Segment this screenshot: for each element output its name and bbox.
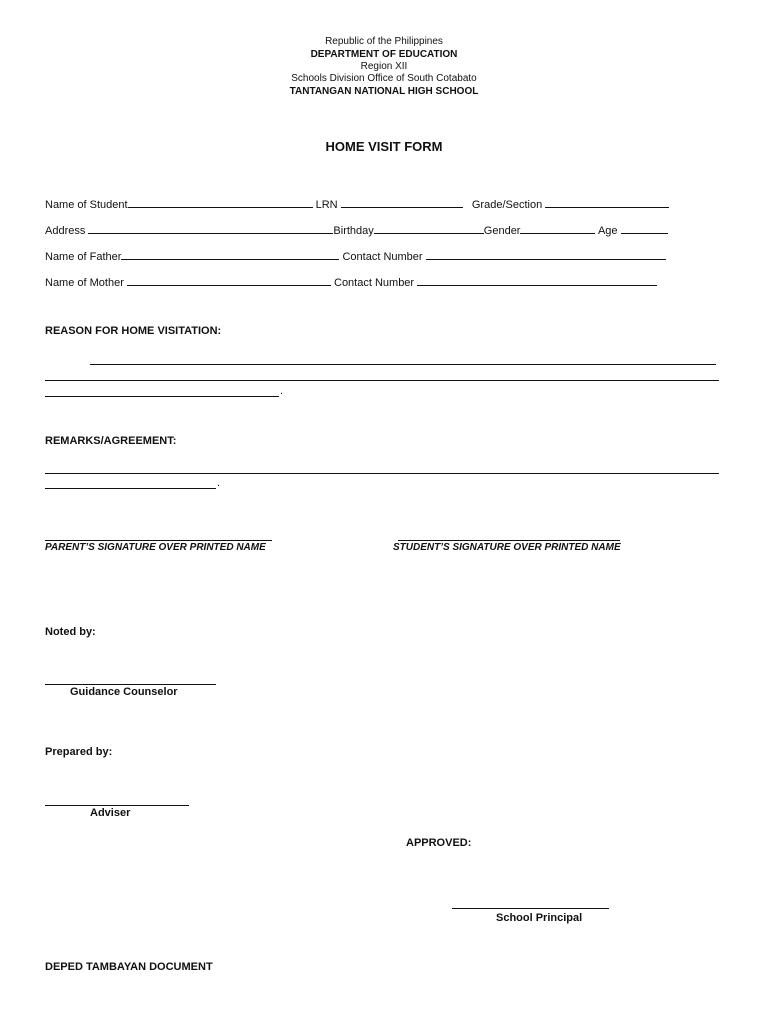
school-principal-label: School Principal xyxy=(496,912,583,924)
approved-label: APPROVED: xyxy=(406,837,472,849)
father-row xyxy=(45,248,666,264)
mother-row xyxy=(45,274,657,290)
header-republic: Republic of the Philippines xyxy=(325,36,443,47)
reason-period: . xyxy=(280,385,284,397)
grade-section-field[interactable] xyxy=(545,196,669,208)
reason-line-3[interactable] xyxy=(45,396,279,397)
birthday-field[interactable] xyxy=(374,222,484,234)
name-of-student-field[interactable] xyxy=(128,196,313,208)
name-of-mother-label: Name of Mother xyxy=(45,277,124,289)
gender-label: Gender xyxy=(483,225,521,237)
contact-number-father-label: Contact Number xyxy=(342,251,423,263)
name-of-mother-field[interactable] xyxy=(127,274,331,286)
contact-number-mother-label: Contact Number xyxy=(334,277,415,289)
adviser-signature-line[interactable] xyxy=(45,805,189,806)
lrn-label: LRN xyxy=(315,199,338,211)
prepared-by-label: Prepared by: xyxy=(45,746,113,758)
age-label: Age xyxy=(597,225,618,237)
form-title: HOME VISIT FORM xyxy=(325,139,443,154)
student-signature-label: STUDENT’S SIGNATURE OVER PRINTED NAME xyxy=(393,542,621,553)
contact-number-mother-field[interactable] xyxy=(417,274,657,286)
reason-line-2[interactable] xyxy=(45,380,719,381)
grade-section-label: Grade/Section xyxy=(471,199,543,211)
student-info-row xyxy=(45,196,669,212)
age-field[interactable] xyxy=(621,222,668,234)
parent-signature-line[interactable] xyxy=(45,540,272,541)
name-of-father-label: Name of Father xyxy=(45,251,122,263)
address-row xyxy=(45,222,668,238)
noted-by-label: Noted by: xyxy=(45,626,96,638)
address-label: Address xyxy=(45,225,86,237)
reason-heading: REASON FOR HOME VISITATION: xyxy=(45,325,222,337)
header-school: TANTANGAN NATIONAL HIGH SCHOOL xyxy=(289,86,479,97)
header-region: Region XII xyxy=(360,61,408,72)
contact-number-father-field[interactable] xyxy=(426,248,666,260)
header-department: DEPARTMENT OF EDUCATION xyxy=(310,49,458,60)
principal-signature-line[interactable] xyxy=(452,908,609,909)
remarks-line-1[interactable] xyxy=(45,473,719,474)
gender-field[interactable] xyxy=(520,222,595,234)
name-of-father-field[interactable] xyxy=(121,248,339,260)
footer-text: DEPED TAMBAYAN DOCUMENT xyxy=(45,961,213,973)
guidance-counselor-signature-line[interactable] xyxy=(45,684,216,685)
remarks-heading: REMARKS/AGREEMENT: xyxy=(45,435,177,447)
header-division: Schools Division Office of South Cotabato xyxy=(291,73,477,84)
adviser-label: Adviser xyxy=(90,807,131,819)
guidance-counselor-label: Guidance Counselor xyxy=(70,686,178,698)
remarks-period: . xyxy=(217,477,221,489)
reason-line-1[interactable] xyxy=(90,364,716,365)
address-field[interactable] xyxy=(88,222,333,234)
student-signature-line[interactable] xyxy=(398,540,620,541)
parent-signature-label: PARENT’S SIGNATURE OVER PRINTED NAME xyxy=(45,542,266,553)
name-of-student-label: Name of Student xyxy=(45,199,128,211)
birthday-label: Birthday xyxy=(333,225,374,237)
lrn-field[interactable] xyxy=(341,196,463,208)
remarks-line-2[interactable] xyxy=(45,488,216,489)
